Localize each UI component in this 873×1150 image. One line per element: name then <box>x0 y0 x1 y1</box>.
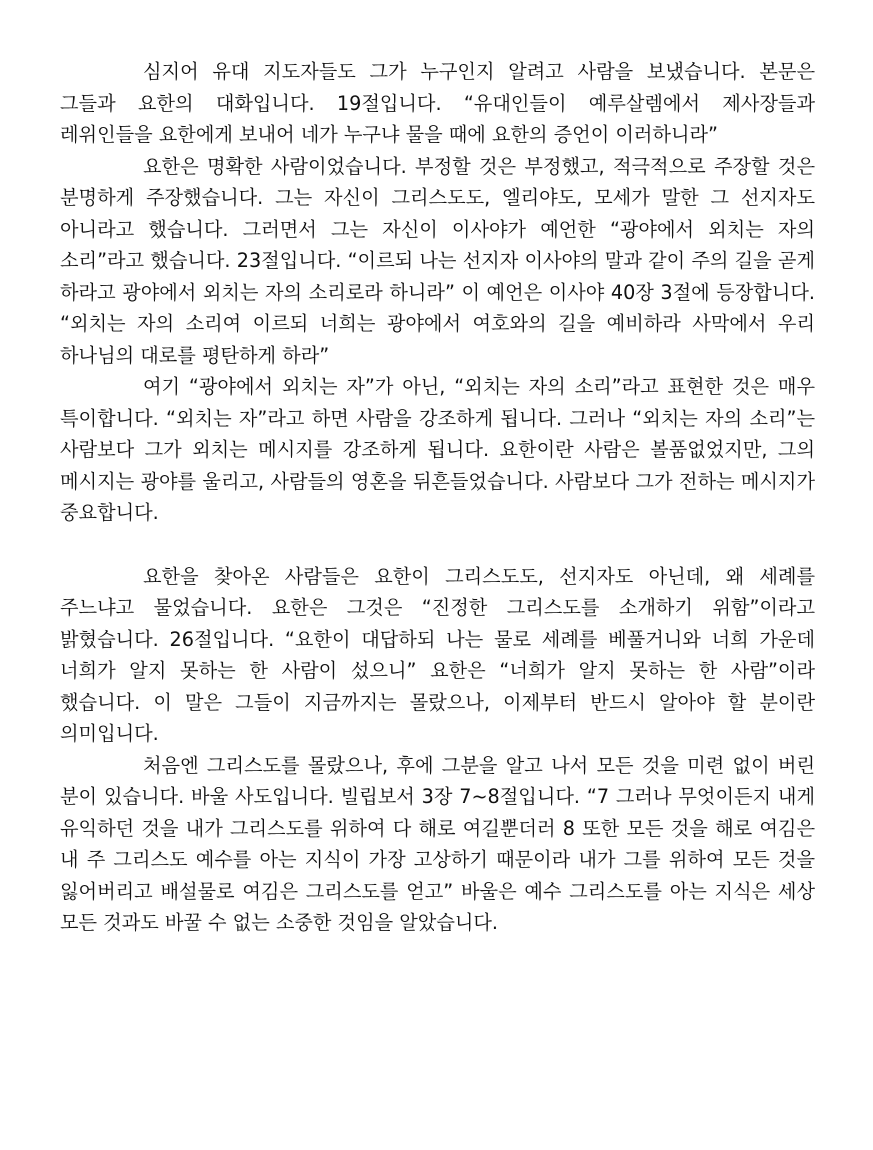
paragraph-4: 요한을 찾아온 사람들은 요한이 그리스도도, 선지자도 아닌데, 왜 세례를 주느냐고 물었습니다. 요한은 그것은 “진정한 그리스도를 소개하기 위함”이라고 밝혔습니다. 26절입니다. “요한이 대답하되 나는 물로 세례를 베풀거니와 너희 가운데 너희가 알지 못하는 한 사람이 섰으니” 요한은 “너희가 알지 못하는 한 사람”이라 했습니다. 이 말은 그들이 지금까지는 몰랐으나, 이제부터 반드시 알아야 할 분이란 의미입니다. <box>60 564 815 745</box>
paragraph-2: 요한은 명확한 사람이었습니다. 부정할 것은 부정했고, 적극적으로 주장할 것은 분명하게 주장했습니다. 그는 자신이 그리스도도, 엘리야도, 모세가 말한 그 선지자도 아니라고 했습니다. 그러면서 그는 자신이 이사야가 예언한 “광야에서 외치는 자의 소리”라고 했습니다. 23절입니다. “이르되 나는 선지자 이사야의 말과 같이 주의 길을 곧게 하라고 광야에서 외치는 자의 소리로라 하니라” 이 예언은 이사야 40장 3절에 등장합니다. “외치는 자의 소리여 이르되 너희는 광야에서 여호와의 길을 예비하라 사막에서 우리 하나님의 대로를 평탄하게 하라” <box>60 154 815 367</box>
paragraph-5: 처음엔 그리스도를 몰랐으나, 후에 그분을 알고 나서 모든 것을 미련 없이 버린 분이 있습니다. 바울 사도입니다. 빌립보서 3장 7~8절입니다. “7 그러나 무엇이든지 내게 유익하던 것을 내가 그리스도를 위하여 다 해로 여길뿐더러 8 또한 모든 것을 해로 여김은 내 주 그리스도 예수를 아는 지식이 가장 고상하기 때문이라 내가 그를 위하여 모든 것을 잃어버리고 배설물로 여김은 그리스도를 얻고” 바울은 예수 그리스도를 아는 지식은 세상 모든 것과도 바꿀 수 없는 소중한 것임을 알았습니다. <box>60 753 815 934</box>
paragraph-3: 여기 “광야에서 외치는 자”가 아닌, “외치는 자의 소리”라고 표현한 것은 매우 특이합니다. “외치는 자”라고 하면 사람을 강조하게 됩니다. 그러나 “외치는 자의 소리”는 사람보다 그가 외치는 메시지를 강조하게 됩니다. 요한이란 사람은 볼품없었지만, 그의 메시지는 광야를 울리고, 사람들의 영혼을 뒤흔들었습니다. 사람보다 그가 전하는 메시지가 중요합니다. <box>60 375 815 524</box>
section-gap <box>60 529 815 561</box>
document-page <box>60 56 815 939</box>
paragraph-1: 심지어 유대 지도자들도 그가 누구인지 알려고 사람을 보냈습니다. 본문은 그들과 요한의 대화입니다. 19절입니다. “유대인들이 예루살렘에서 제사장들과 레위인들을 요한에게 보내어 네가 누구냐 물을 때에 요한의 증언이 이러하니라” <box>60 60 815 146</box>
